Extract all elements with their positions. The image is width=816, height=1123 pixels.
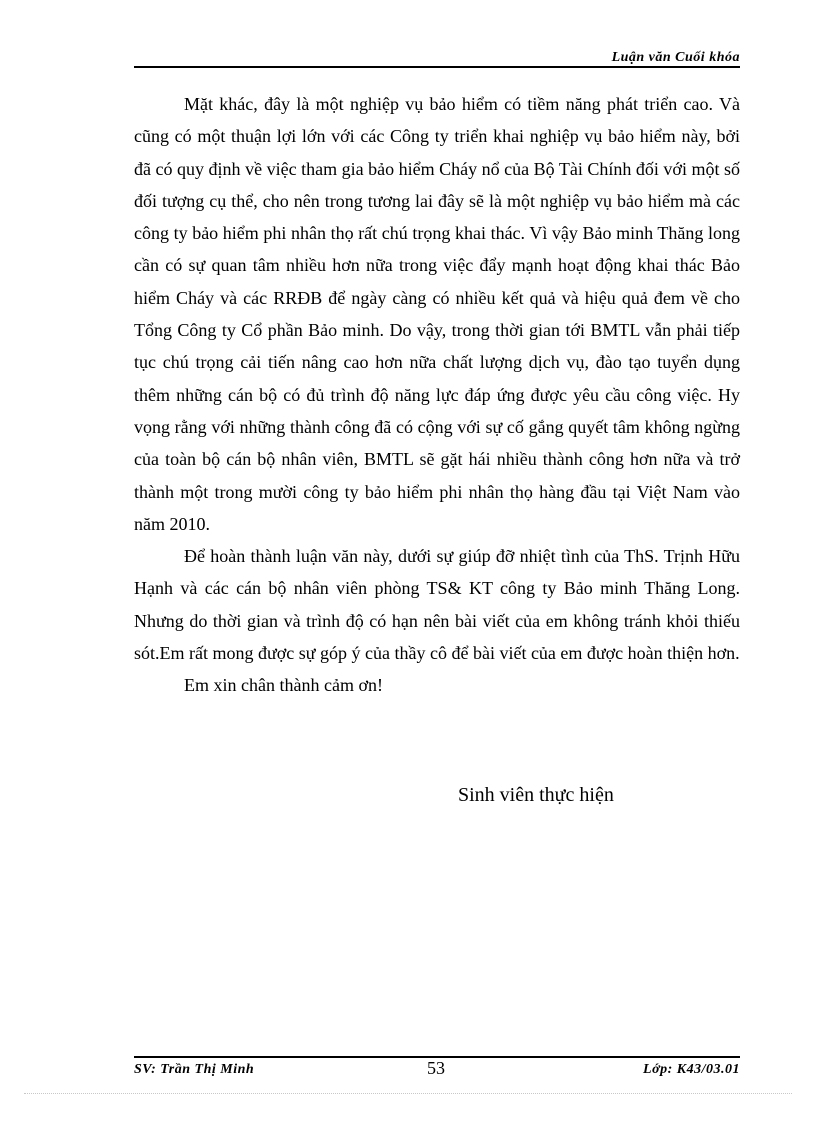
paragraph-conclusion: Mặt khác, đây là một nghiệp vụ bảo hiểm có tiềm năng phát triển cao. Và cũng có một thuận lợi lớn với các Công ty triển khai nghiệp vụ bảo hiểm này, bởi đã có quy định về việc tham gia bảo hiểm Cháy nổ của Bộ Tài Chính đối với một số đối tượng cụ thể, cho nên trong tương lai đây sẽ là một nghiệp vụ bảo hiểm mà các công ty bảo hiểm phi nhân thọ rất chú trọng khai thác. Vì vậy Bảo minh Thăng long cần có sự quan tâm nhiều hơn nữa trong việc đẩy mạnh hoạt động khai thác Bảo hiểm Cháy và các RRĐB để ngày càng có nhiều kết quả và hiệu quả đem về cho Tổng Công ty Cổ phần Bảo minh. Do vậy, trong thời gian tới BMTL vẫn phải tiếp tục chú trọng cải tiến nâng cao hơn nữa chất lượng dịch vụ, đào tạo tuyển dụng thêm những cán bộ có đủ trình độ năng lực đáp ứng được yêu cầu công việc. Hy vọng rằng với những thành công đã có cộng với sự cố gắng quyết tâm không ngừng của toàn bộ cán bộ nhân viên, BMTL sẽ gặt hái nhiều thành công hơn nữa và trở thành một trong mười công ty bảo hiểm phi nhân thọ hàng đầu tại Việt Nam vào năm 2010.	[134, 94, 740, 534]
page-number: 53	[427, 1058, 445, 1078]
paragraph-thanks: Em xin chân thành cảm ơn!	[184, 675, 383, 696]
body-text	[134, 88, 740, 702]
signature-label: Sinh viên thực hiện	[458, 784, 614, 806]
page-edge-divider	[24, 1093, 792, 1094]
header-rule	[134, 66, 740, 68]
paragraph-acknowledgement: Để hoàn thành luận văn này, dưới sự giúp đỡ nhiệt tình của ThS. Trịnh Hữu Hạnh và các cán bộ nhân viên phòng TS& KT công ty Bảo minh Thăng Long. Nhưng do thời gian và trình độ có hạn nên bài viết của em không tránh khỏi thiếu sót.Em rất mong được sự góp ý của thầy cô để bài viết của em được hoàn thiện hơn.	[134, 546, 740, 664]
footer-class: Lớp: K43/03.01	[643, 1062, 740, 1077]
header-title: Luận văn Cuối khóa	[611, 50, 740, 65]
footer-author: SV: Trần Thị Minh	[134, 1062, 255, 1077]
